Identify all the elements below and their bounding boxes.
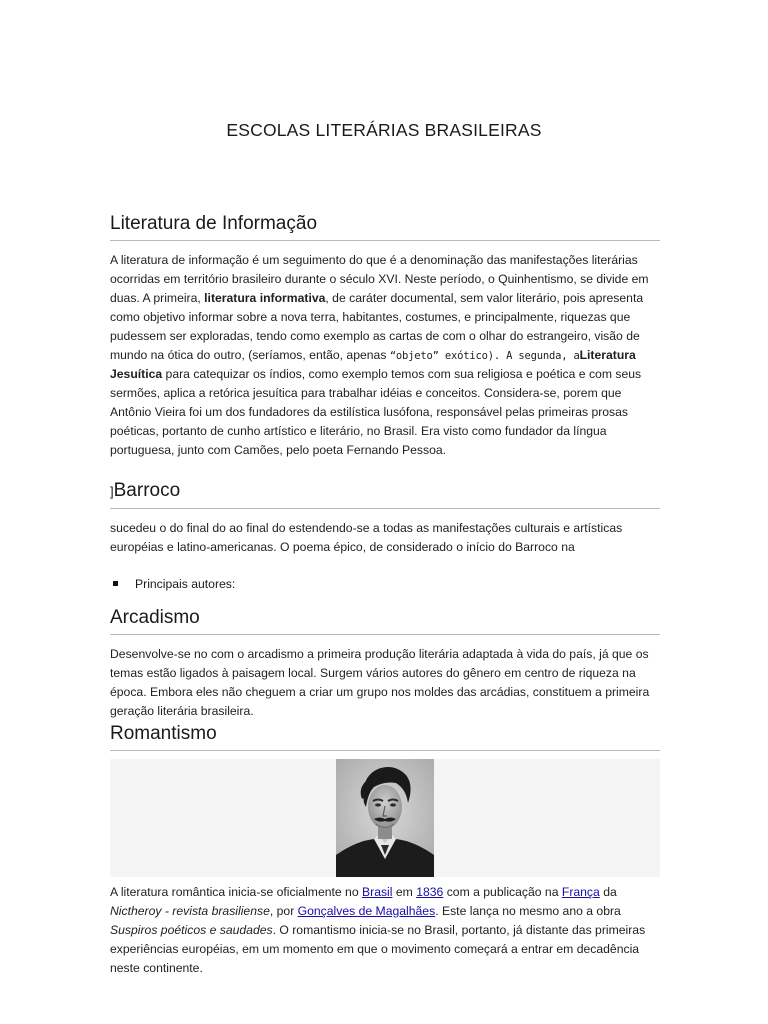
bold-term: Literatura Jesuítica (110, 347, 636, 382)
section-arcadismo (110, 605, 660, 721)
link-1836[interactable]: 1836 (416, 885, 444, 899)
italic-title: Nictheroy - revista brasiliense (110, 903, 270, 918)
italic-title: Suspiros poéticos e saudades (110, 922, 273, 937)
bullet-list (110, 575, 660, 593)
section-paragraph (110, 251, 660, 460)
image-container (110, 759, 660, 877)
section-heading: Romantismo (110, 721, 660, 751)
portrait-image (336, 759, 434, 877)
text-run: para catequizar os índios, como exemplo temos com sua religiosa e poética e com seus sermões, aplica a retórica jesuítica para trabalhar idéias e conceitos. Considera-se, porem que Antônio Vieira foi um dos fundadores da estilística lusófona, responsável pelas primeiras prosas poéticas, portanto de cunho artístico e literário, no Brasil. Era visto como fundador da língua portuguesa, junto com Camões, pelo poeta Fernando Pessoa. (110, 367, 642, 458)
section-heading: Arcadismo (110, 605, 660, 635)
link-franca[interactable]: França (561, 885, 600, 899)
bold-term: literatura informativa (204, 290, 326, 305)
section-heading: Literatura de Informação (110, 211, 660, 241)
link-brasil[interactable]: Brasil (362, 885, 393, 899)
text-run: “objeto” exótico). A segunda, a (389, 349, 580, 362)
section-barroco (110, 478, 660, 593)
text-run: . O romantismo inicia-se no Brasil, portanto, já distante das primeiras experiências européias, em um momento em que o movimento começará a entrar em decadência neste continente. (110, 922, 646, 975)
section-paragraph (110, 883, 660, 978)
text-run: . Este lança no mesmo ano a obra (435, 903, 621, 918)
text-run: A literatura de informação é um seguimento do que é a denominação das manifestações literárias ocorridas em território brasileiro durante o século XVI. Neste período, o Quinhentismo, se divide em duas. A primeira, (110, 253, 649, 305)
text-run: , por (269, 903, 298, 918)
text-run: em (392, 885, 417, 899)
section-literatura-informacao (110, 211, 660, 460)
heading-bracket: ] (110, 484, 114, 499)
section-paragraph: sucedeu o do final do ao final do estendendo-se a todas as manifestações culturais e artísticas européias e latino-americanas. O poema épico, de considerado o início do Barroco na (110, 521, 623, 554)
section-paragraph: Desenvolve-se no com o arcadismo a primeira produção literária adaptada à vida do país, já que os temas estão ligados à paisagem local. Surgem vários autores do gênero em centro de riqueza na época. Embora eles não cheguem a criar um grupo nos moldes das arcádias, constituem a primeira geração literária brasileira. (110, 647, 650, 718)
section-romantismo (110, 721, 660, 978)
text-run: , de caráter documental, sem valor literário, pois apresenta como objetivo informar sobre a nova terra, habitantes, costumes, e principalmente, riquezas que pudessem ser exploradas, tendo como exemplo as cartas de com o olhar do estrangeiro, visão de mundo na ótica do outro, (seríamos, então, apenas (110, 290, 644, 362)
text-run: da (599, 885, 617, 899)
text-run: A literatura romântica inicia-se oficialmente no (110, 885, 362, 899)
text-run: com a publicação na (443, 885, 562, 899)
heading-text: Barroco (113, 480, 181, 501)
list-item: Principais autores: (110, 575, 660, 593)
section-heading (110, 478, 660, 509)
document-title: ESCOLAS LITERÁRIAS BRASILEIRAS (226, 120, 542, 140)
link-goncalves-de-magalhaes[interactable]: Gonçalves de Magalhães (297, 903, 436, 918)
